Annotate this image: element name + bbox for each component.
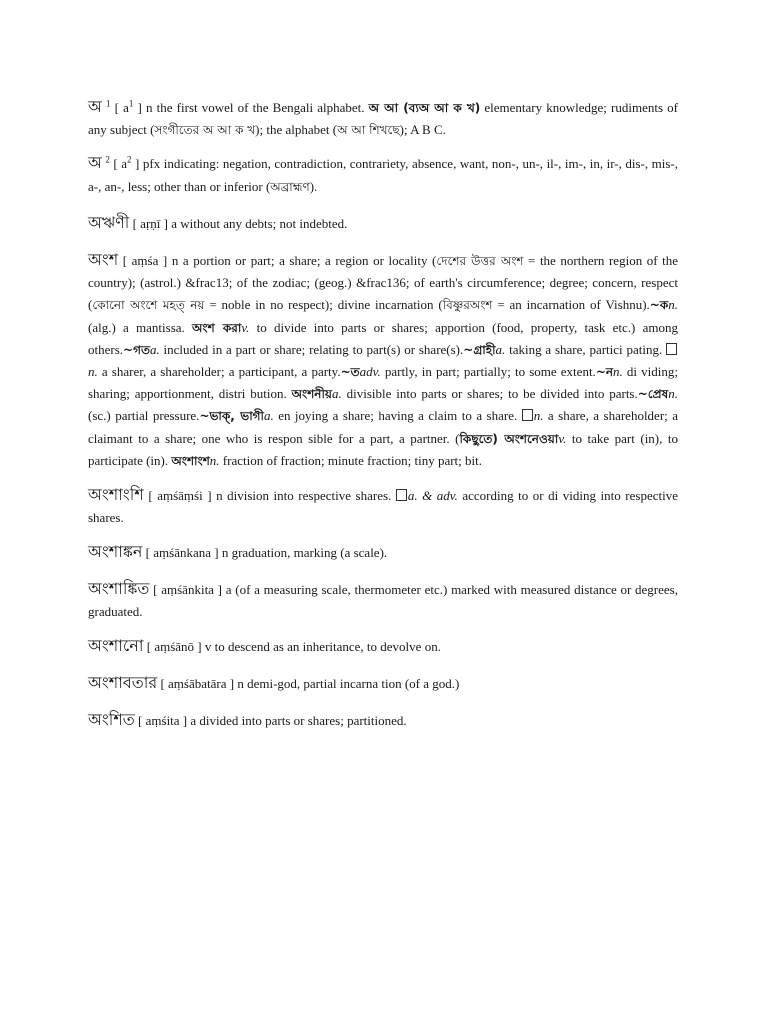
entry-text: = the northern region of the country); (astrol.) &frac13; of the zodiac; (geog.) &frac136; of earth's circumference; degree; concern, respect ( — [88, 253, 679, 313]
part-of-speech: a. — [149, 341, 160, 357]
part-of-speech: a. & adv. — [407, 488, 458, 504]
entry-text: taking a share, partici pating. — [505, 341, 666, 357]
entry-text: ); the alphabet ( — [255, 122, 338, 138]
part-of-speech: n. — [668, 297, 678, 313]
part-of-speech: n. — [533, 408, 544, 424]
part-of-speech: a. — [263, 408, 274, 424]
entry-text: = noble in no respect); divine incarnation ( — [204, 297, 443, 313]
part-of-speech: a. — [331, 386, 342, 402]
part-of-speech: v. — [558, 430, 567, 446]
entry-text: (sc.) partial pressure. — [88, 408, 200, 424]
part-of-speech: a. — [495, 341, 506, 357]
dictionary-entry — [88, 672, 678, 695]
entry-text: [ aṃśāṃśi ] n division into respective shares. — [143, 488, 396, 504]
dictionary-entry — [88, 152, 678, 197]
entry-text: included in a part or share; relating to part(s) or share(s). — [159, 341, 464, 357]
part-of-speech: n. — [613, 364, 623, 380]
headword: অংশাঙ্কন — [88, 542, 143, 562]
headword: অঋণী — [88, 212, 130, 232]
homonym-number: 1 — [106, 98, 111, 109]
bengali-example: কোনো অংশে মহত্ নয় — [92, 298, 205, 313]
missing-glyph-icon — [666, 343, 677, 355]
entry-text: en joying a share; having a claim to a share. — [273, 408, 522, 424]
entry-text: a share, a shareholder; a claimant to a share; one who is respon sible for a part, a partner. ( — [88, 408, 678, 446]
dictionary-entry — [88, 635, 678, 658]
missing-glyph-icon — [396, 489, 407, 501]
bengali-example: সংগীতের অ আ ক খ — [154, 123, 256, 138]
pronunciation-superscript: 1 — [128, 98, 134, 109]
headword: অংশাংশি — [88, 485, 144, 505]
headword: অংশ — [88, 250, 119, 270]
bengali-derivative: ~প্রেষ — [637, 387, 669, 402]
entry-text: to divide into parts or shares; apportion (food, property, task etc.) among others. — [88, 319, 678, 357]
bengali-derivative: অংশনীয় — [291, 387, 332, 402]
headword: অংশাবতার — [88, 673, 158, 693]
part-of-speech: n. — [88, 364, 98, 380]
entry-text: ] pfx indicating: negation, contradiction, contrariety, absence, want, non-, un-, il-, im-, in, ir-, dis-, mis-, a-, an-, less; other than or inferior ( — [88, 156, 678, 194]
dictionary-entry — [88, 96, 678, 141]
entry-text: [ aṃśa ] n a portion or part; a share; a region or locality ( — [118, 253, 437, 269]
bengali-derivative: কিছুতে) অংশনেওয়া — [459, 431, 559, 446]
entry-text: ); A B C. — [399, 122, 446, 138]
entry-text: a sharer, a shareholder; a participant, a party. — [97, 364, 341, 380]
part-of-speech: n. — [209, 452, 220, 468]
headword: অংশাঙ্কিত — [88, 578, 150, 598]
headword: অ — [88, 153, 102, 173]
headword: অংশানো — [88, 636, 144, 656]
bengali-derivative: ~ভাক্‌, ভাগী — [199, 409, 264, 424]
bengali-derivative: ~গ্রাহী — [463, 342, 496, 357]
entry-text: [ aṃśābatāra ] n demi-god, partial incarna tion (of a god.) — [157, 676, 460, 692]
dictionary-entry — [88, 709, 678, 732]
bengali-example: দেশের উত্তর অংশ — [436, 254, 524, 269]
bengali-derivative: ~ত — [340, 365, 360, 380]
part-of-speech: n. — [668, 386, 678, 402]
headword: অ — [88, 97, 102, 116]
entry-text: [ aṃśānkita ] a (of a measuring scale, thermometer etc.) marked with measured distance or degrees, graduated. — [88, 581, 678, 619]
homonym-number: 2 — [105, 155, 110, 166]
pronunciation-superscript: 2 — [127, 155, 132, 166]
entry-text: [ aṛṇī ] a without any debts; not indebted. — [129, 215, 348, 231]
entry-text: di viding; sharing; apportionment, distri bution. — [88, 364, 678, 402]
missing-glyph-icon — [522, 409, 533, 421]
entry-text: = an incarnation of Vishnu). — [492, 297, 650, 313]
entry-text: elementary knowledge; rudiments of any subject ( — [88, 100, 678, 138]
entry-text: fraction of fraction; minute fraction; tiny part; bit. — [219, 452, 482, 468]
bengali-example: বিষ্ণুরঅংশ — [442, 298, 493, 313]
entry-text: [ a — [109, 156, 128, 172]
dictionary-page — [88, 96, 678, 733]
entry-text: [ aṃśānkana ] n graduation, marking (a scale). — [142, 545, 388, 561]
bengali-derivative: ~ক — [649, 298, 669, 313]
dictionary-entry — [88, 484, 678, 529]
headword: অংশিত — [88, 710, 135, 730]
bengali-derivative: ~গত — [123, 342, 150, 357]
entry-text: ). — [309, 178, 318, 194]
entry-text: (alg.) a mantissa. — [88, 319, 193, 335]
dictionary-entry — [88, 578, 678, 623]
entry-text: according to or di viding into respective shares. — [88, 488, 678, 526]
bengali-derivative: ~ন — [595, 365, 614, 380]
entry-text: partly, in part; partially; to some extent. — [380, 364, 596, 380]
bengali-example: অ আ শিখছে — [337, 123, 400, 138]
dictionary-entry — [88, 541, 678, 564]
entry-text: [ aṃśānō ] v to descend as an inheritance, to devolve on. — [143, 639, 441, 655]
part-of-speech: v. — [241, 319, 250, 335]
dictionary-entry — [88, 249, 678, 472]
dictionary-entry — [88, 212, 678, 235]
entry-text: [ aṃśita ] a divided into parts or shares; partitioned. — [134, 713, 407, 729]
entry-text: divisible into parts or shares; to be divided into parts. — [341, 386, 638, 402]
entry-text: to take part (in), to participate (in). — [88, 430, 678, 468]
bengali-derivative: অংশ করা — [192, 320, 242, 335]
bengali-phrase: অ আ (ব্যঅ আ ক খ) — [368, 101, 481, 115]
part-of-speech: adv. — [359, 364, 381, 380]
bengali-derivative: অংশাংশ — [171, 453, 210, 468]
entry-text: [ a — [110, 100, 129, 115]
entry-text: ] n the first vowel of the Bengali alphabet. — [133, 100, 369, 115]
bengali-example: অব্রাহ্মণ — [270, 179, 310, 194]
